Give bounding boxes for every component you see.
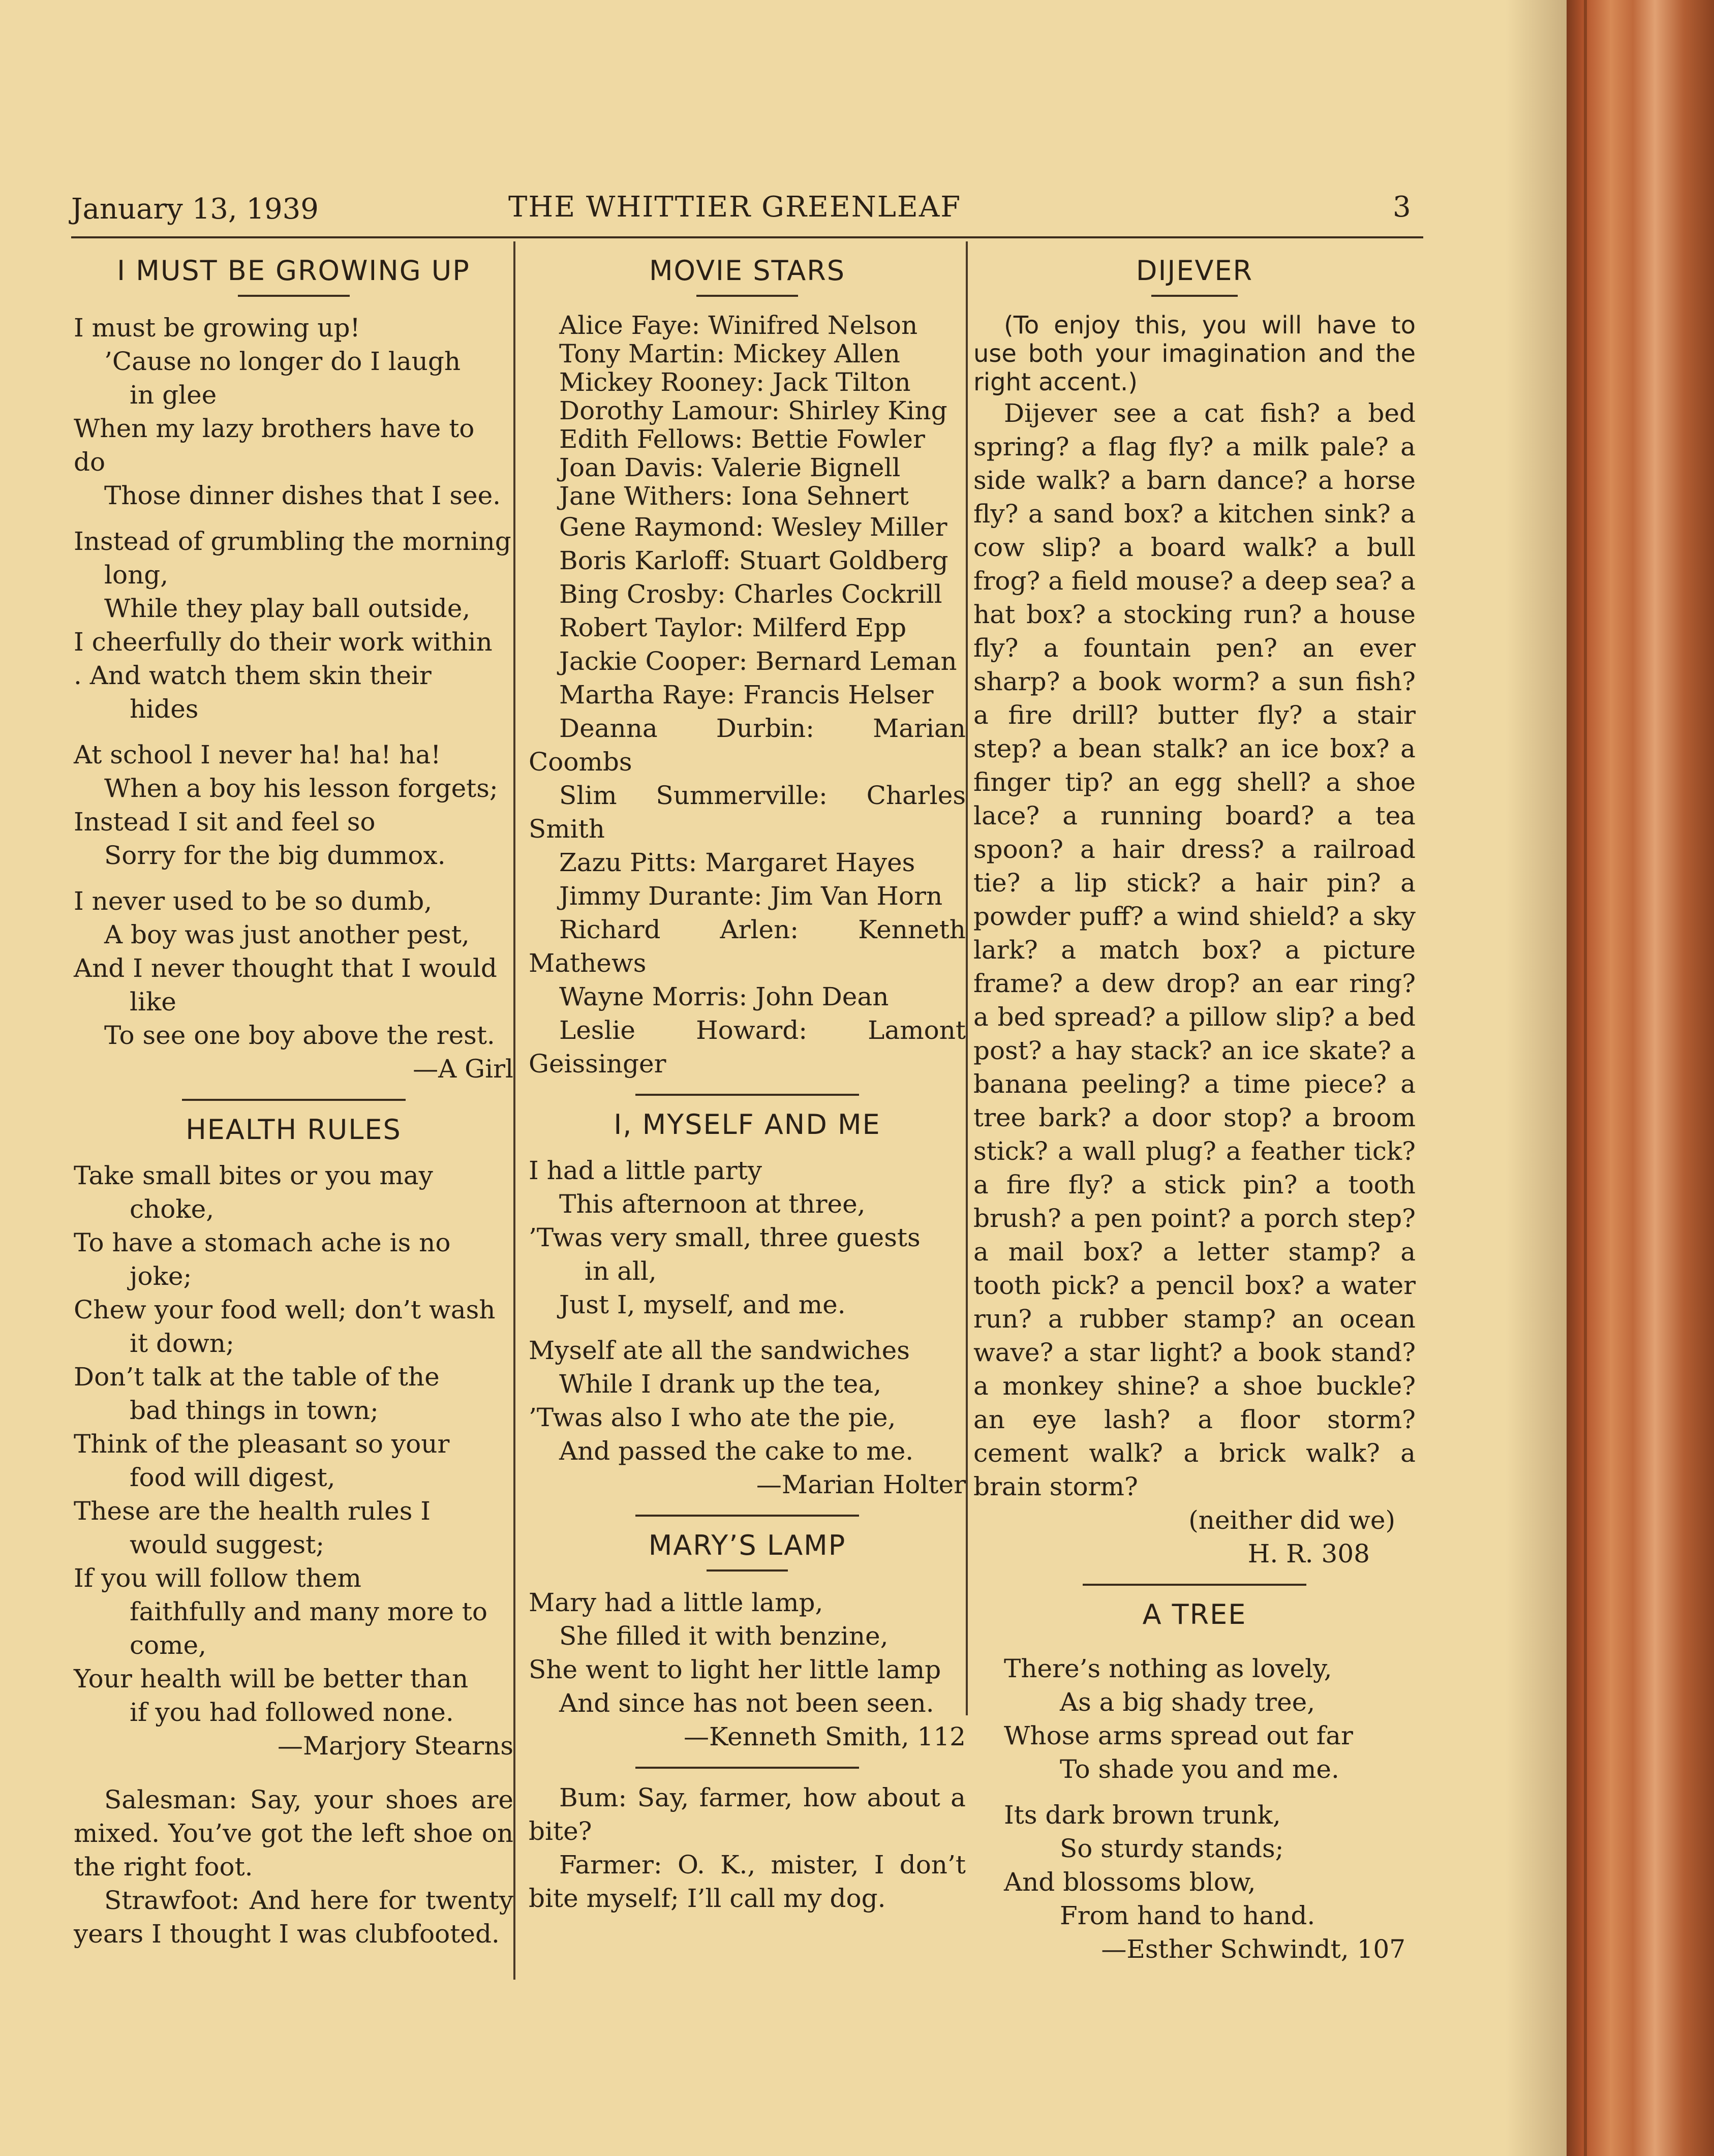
poem-line: food will digest, [130, 1463, 335, 1492]
joke-farmer [529, 1781, 966, 1915]
poem-line: I had a little party [529, 1156, 762, 1185]
poem-line: ’Twas also I who ate the pie, [529, 1403, 896, 1432]
poem-line: . And watch them skin their [74, 661, 432, 690]
book-page-edges [1567, 0, 1714, 2156]
poem-line: Your health will be better than [74, 1664, 469, 1693]
poem-line: And since has not been seen. [559, 1688, 934, 1718]
list-item: Jane Withers: Iona Sehnert [559, 481, 909, 511]
poem-title: A TREE [1142, 1598, 1247, 1630]
article-title: DIJEVER [1136, 255, 1253, 287]
article-closing: (neither did we) [1188, 1505, 1395, 1535]
movie-stars-list [529, 254, 966, 1081]
poem-line: So sturdy stands; [1060, 1834, 1284, 1863]
page-header [71, 186, 1413, 236]
joke-line: Farmer: O. K., mister, I don’t bite myself; I’ll call my dog. [529, 1850, 966, 1913]
poem-line: ’Cause no longer do I laugh [104, 347, 461, 376]
article-body: Dijever see a cat fish? a bed spring? a flag fly? a milk pale? a side walk? a barn dance? a horse fly? a sand box? a kitchen sink? a cow slip? a board walk? a bull frog? a field mouse? a deep sea? a hat box? a stocking run? a house fly? a fountain pen? an ever sharp? a book worm? a sun fish? a fire drill? butter fly? a stair step? a bean stalk? an ice box? a finger tip? an egg shell? a shoe lace? a running board? a tea spoon? a hair dress? a railroad tie? a lip stick? a hair pin? a powder puff? a wind shield? a sky lark? a match box? a picture frame? a dew drop? an ear ring? a bed spread? a pillow slip? a bed post? a hay stack? an ice skate? a banana peeling? a time piece? a tree bark? a door stop? a broom stick? a wall plug? a feather tick? a fire fly? a stick pin? a tooth brush? a pen point? a porch step? a mail box? a letter stamp? a tooth pick? a pencil box? a water run? a rubber stamp? an ocean wave? a star light? a book stand? a monkey shine? a shoe buckle? an eye lash? a floor storm? cement walk? a brick walk? a brain storm? [973, 398, 1416, 1501]
poem-line: These are the health rules I [74, 1496, 431, 1526]
poem-line: Chew your food well; don’t wash [74, 1295, 496, 1325]
list-item: Bing Crosby: Charles Cockrill [559, 579, 942, 609]
poem-author: —Marian Holter [756, 1470, 966, 1499]
poem-line: A boy was just another pest, [104, 920, 470, 949]
list-item: Slim Summerville: Charles Smith [529, 781, 966, 844]
poem-line: Take small bites or you may [74, 1161, 433, 1190]
list-item: Wayne Morris: John Dean [559, 982, 889, 1011]
poem-line: ’Twas very small, three guests [529, 1223, 921, 1252]
list-item: Richard Arlen: Kenneth Mathews [529, 915, 966, 978]
poem-marys-lamp [529, 1529, 966, 1753]
poem-line: She went to light her little lamp [529, 1655, 941, 1684]
poem-line: I must be growing up! [74, 313, 360, 343]
poem-line: joke; [130, 1261, 192, 1291]
poem-line: Its dark brown trunk, [1004, 1800, 1281, 1830]
list-item: Tony Martin: Mickey Allen [559, 339, 900, 368]
poem-line: When my lazy brothers have to do [74, 414, 475, 477]
list-item: Leslie Howard: Lamont Geissinger [529, 1015, 966, 1079]
poem-line: From hand to hand. [1060, 1901, 1315, 1930]
poem-line: And passed the cake to me. [559, 1436, 914, 1466]
section-rule [635, 1767, 859, 1769]
poem-line: Instead I sit and feel so [74, 807, 376, 837]
poem-line: And I never thought that I would [74, 953, 497, 983]
article-author: H. R. 308 [1247, 1539, 1370, 1568]
column-divider-2 [966, 241, 968, 1715]
newspaper-title: THE WHITTIER GREENLEAF [508, 191, 962, 224]
issue-date: January 13, 1939 [71, 193, 319, 226]
poem-title: HEALTH RULES [186, 1114, 402, 1146]
poem-line: in all, [585, 1256, 657, 1286]
title-rule [707, 1569, 788, 1572]
header-rule [71, 236, 1423, 238]
poem-line: Don’t talk at the table of the [74, 1362, 440, 1392]
poem-line: Myself ate all the sandwiches [529, 1336, 910, 1365]
poem-line: To have a stomach ache is no [74, 1228, 451, 1257]
poem-line: Whose arms spread out far [1004, 1721, 1353, 1750]
poem-line: There’s nothing as lovely, [1004, 1654, 1332, 1683]
poem-line: Sorry for the big dummox. [104, 841, 446, 870]
poem-line: would suggest; [130, 1530, 325, 1559]
poem-line: To see one boy above the rest. [104, 1021, 495, 1050]
list-item: Alice Faye: Winifred Nelson [559, 311, 918, 340]
list-item: Dorothy Lamour: Shirley King [559, 396, 947, 425]
section-title: MOVIE STARS [649, 255, 846, 287]
poem-line: if you had followed none. [130, 1698, 454, 1727]
article-dijever [973, 254, 1416, 1570]
poem-line: Think of the pleasant so your [74, 1429, 450, 1459]
poem-line: long, [104, 560, 169, 590]
poem-line: come, [130, 1630, 207, 1660]
title-rule [1151, 295, 1238, 297]
list-item: Robert Taylor: Milferd Epp [559, 613, 907, 642]
column-3 [973, 244, 1416, 1966]
title-rule [238, 295, 350, 297]
poem-health-rules [74, 1113, 513, 1763]
list-item: Deanna Durbin: Marian Coombs [529, 714, 966, 777]
poem-line: Mary had a little lamp, [529, 1588, 823, 1617]
joke-line: Bum: Say, farmer, how about a bite? [529, 1783, 966, 1846]
section-rule [182, 1099, 406, 1101]
poem-line: As a big shady tree, [1060, 1687, 1315, 1717]
title-rule [696, 295, 798, 297]
list-item: Jimmy Durante: Jim Van Horn [559, 881, 943, 911]
poem-line: This afternoon at three, [559, 1189, 866, 1219]
list-item: Jackie Cooper: Bernard Leman [559, 646, 957, 676]
poem-line: She filled it with benzine, [559, 1621, 889, 1651]
column-divider-1 [513, 241, 515, 1980]
poem-line: it down; [130, 1329, 234, 1358]
poem-line: Just I, myself, and me. [559, 1290, 846, 1319]
section-rule [635, 1515, 859, 1517]
page-number: 3 [1393, 191, 1411, 224]
joke-line: Strawfoot: And here for twenty years I thought I was clubfooted. [74, 1886, 513, 1949]
poem-line: bad things in town; [130, 1396, 379, 1425]
page-edge-line [1584, 0, 1587, 2156]
list-item: Boris Karloff: Stuart Goldberg [559, 546, 948, 575]
poem-author: —Kenneth Smith, 112 [684, 1722, 966, 1751]
poem-line: hides [130, 694, 199, 724]
poem-author: —Esther Schwindt, 107 [1101, 1934, 1405, 1964]
poem-line: When a boy his lesson forgets; [104, 774, 498, 803]
list-item: Joan Davis: Valerie Bignell [559, 453, 901, 482]
list-item: Gene Raymond: Wesley Miller [559, 512, 947, 542]
joke-line: Salesman: Say, your shoes are mixed. You’ve got the left shoe on the right foot. [74, 1785, 513, 1882]
list-item: Mickey Rooney: Jack Tilton [559, 367, 911, 397]
spine-shadow [1506, 0, 1567, 2156]
poem-line: Those dinner dishes that I see. [104, 481, 501, 510]
poem-line: choke, [130, 1194, 215, 1224]
list-item: Edith Fellows: Bettie Fowler [559, 424, 925, 454]
poem-line: If you will follow them [74, 1563, 361, 1593]
poem-title: I, MYSELF AND ME [614, 1108, 881, 1141]
joke-salesman [74, 1783, 513, 1951]
poem-author: —Marjory Stearns [277, 1731, 513, 1761]
article-intro: (To enjoy this, you will have to use both your imagination and the right accent.) [973, 311, 1416, 396]
poem-a-tree [973, 1598, 1416, 1966]
poem-line: in glee [130, 380, 217, 410]
poem-growing-up [74, 254, 513, 1086]
poem-line: To shade you and me. [1060, 1754, 1339, 1784]
poem-title: MARY’S LAMP [648, 1529, 846, 1561]
column-2 [529, 244, 966, 1915]
poem-line: While they play ball outside, [104, 594, 471, 623]
poem-title: I MUST BE GROWING UP [117, 255, 470, 287]
poem-line: At school I never ha! ha! ha! [74, 740, 441, 769]
list-item: Martha Raye: Francis Helser [559, 680, 934, 710]
poem-line: While I drank up the tea, [559, 1369, 882, 1399]
poem-line: I cheerfully do their work within [74, 627, 493, 657]
poem-line: Instead of grumbling the morning [74, 527, 511, 556]
column-1 [74, 244, 513, 1951]
section-rule [635, 1094, 859, 1096]
poem-line: I never used to be so dumb, [74, 886, 433, 916]
list-item: Zazu Pitts: Margaret Hayes [559, 848, 915, 877]
poem-line: like [130, 987, 176, 1017]
poem-line: faithfully and many more to [130, 1597, 488, 1626]
poem-line: And blossoms blow, [1004, 1867, 1256, 1897]
poem-myself-and-me [529, 1108, 966, 1501]
section-rule [1083, 1584, 1306, 1586]
poem-author: —A Girl [413, 1054, 513, 1084]
